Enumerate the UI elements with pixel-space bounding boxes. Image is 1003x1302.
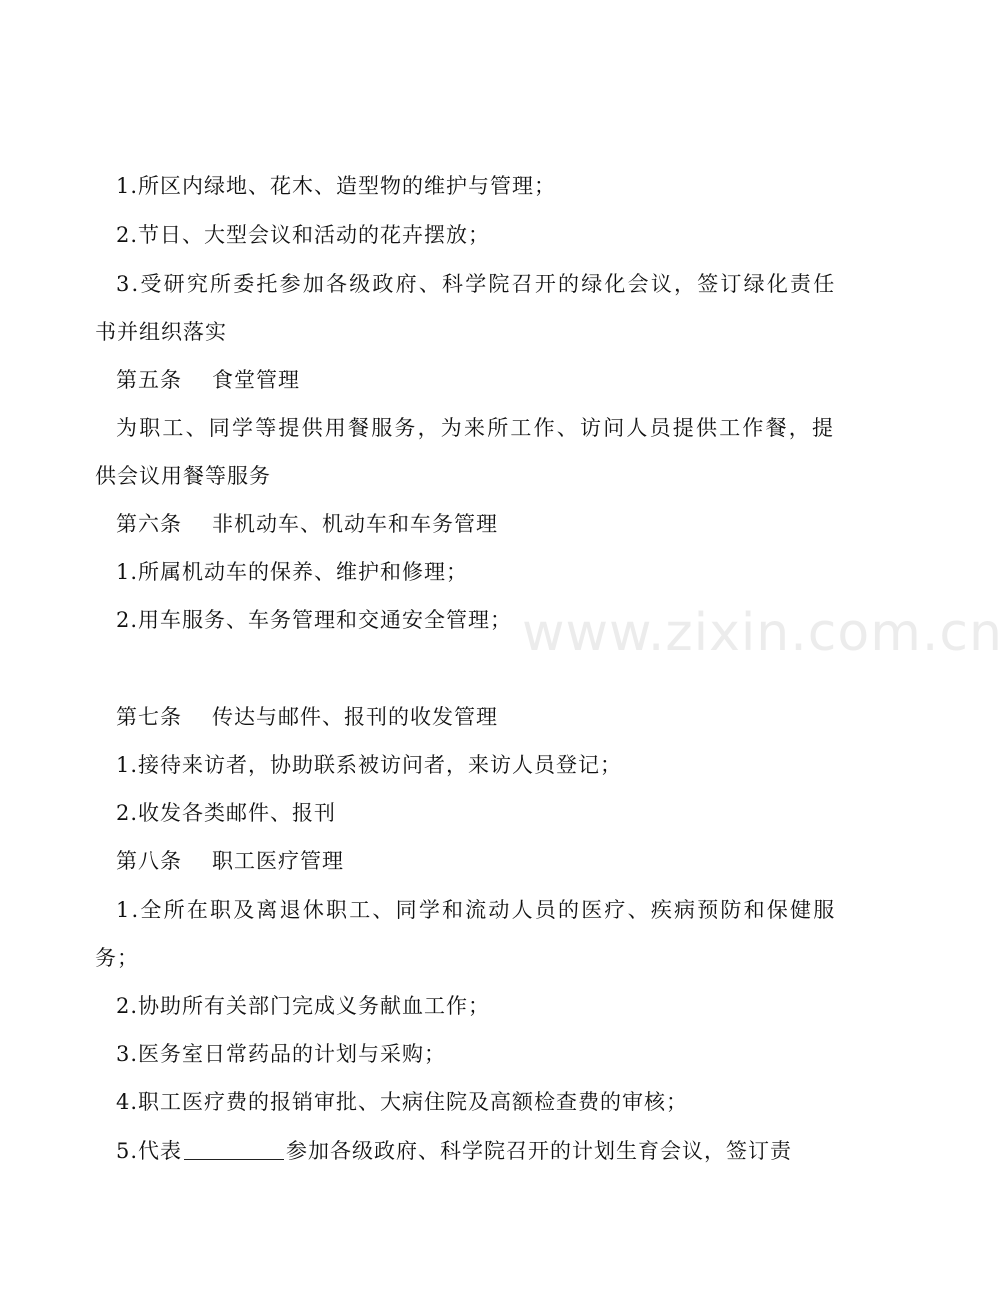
watermark: www.zixin.com.cn [522, 603, 1003, 663]
article-heading [116, 510, 498, 538]
article-number: 第七条 [116, 705, 182, 729]
article-heading [116, 847, 344, 875]
text-line [116, 1137, 792, 1165]
fill-in-blank [184, 1139, 284, 1160]
article-number: 第六条 [116, 512, 182, 536]
text-line: 1.全所在职及离退休职工、同学和流动人员的医疗、疾病预防和保健服 [116, 898, 837, 922]
text-line: 2.收发各类邮件、报刊 [116, 801, 337, 825]
text-line: 务； [95, 946, 139, 970]
article-number: 第五条 [116, 368, 182, 392]
text-line: 为职工、同学等提供用餐服务，为来所工作、访问人员提供工作餐，提 [116, 416, 836, 440]
text-line: 1.接待来访者，协助联系被访问者，来访人员登记； [116, 753, 623, 777]
text-line: 3.医务室日常药品的计划与采购； [116, 1042, 447, 1066]
article-heading [116, 703, 498, 731]
text-line: 4.职工医疗费的报销审批、大病住院及高额检查费的审核； [116, 1090, 689, 1114]
text-line: 3.受研究所委托参加各级政府、科学院召开的绿化会议，签订绿化责任 [116, 272, 837, 296]
line-suffix: 参加各级政府、科学院召开的计划生育会议，签订责 [286, 1139, 793, 1163]
article-number: 第八条 [116, 849, 182, 873]
article-title: 非机动车、机动车和车务管理 [212, 512, 498, 536]
text-line: 书并组织落实 [95, 320, 227, 344]
article-heading [116, 366, 300, 394]
article-title: 传达与邮件、报刊的收发管理 [212, 705, 498, 729]
text-line: 2.协助所有关部门完成义务献血工作； [116, 994, 491, 1018]
article-title: 职工医疗管理 [212, 849, 344, 873]
text-line: 供会议用餐等服务 [95, 464, 271, 488]
text-line: 2.节日、大型会议和活动的花卉摆放； [116, 223, 491, 247]
line-prefix: 5.代表 [116, 1139, 183, 1163]
text-line: 1.所区内绿地、花木、造型物的维护与管理； [116, 174, 557, 198]
text-line: 1.所属机动车的保养、维护和修理； [116, 560, 469, 584]
text-line: 2.用车服务、车务管理和交通安全管理； [116, 608, 513, 632]
article-title: 食堂管理 [212, 368, 300, 392]
